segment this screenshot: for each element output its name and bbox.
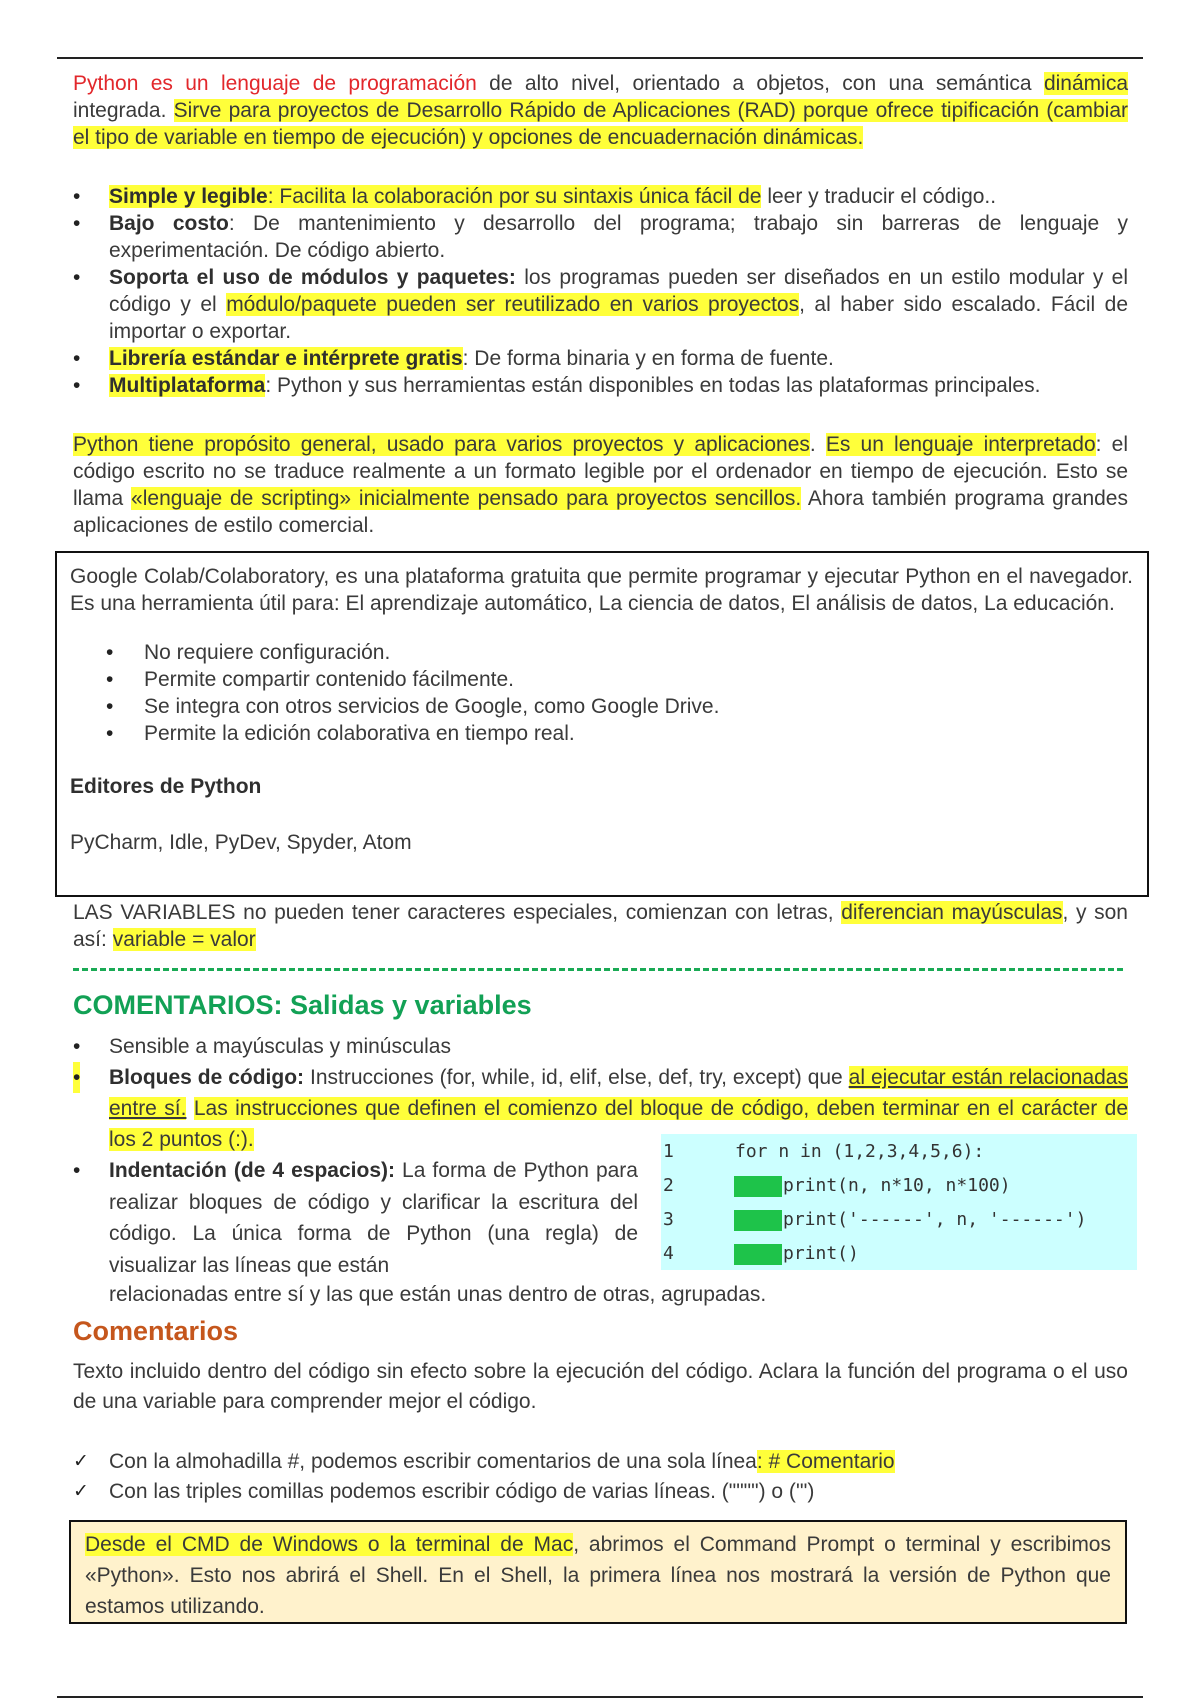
line-number: 3 (663, 1209, 674, 1230)
feature-text: , al haber sido escalado. Fácil de importar o exportar. (109, 293, 1129, 343)
check-list (73, 1447, 1128, 1507)
feature-text: : De forma binaria y en forma de fuente. (462, 347, 834, 370)
intro-paragraph (73, 70, 1128, 151)
code-text: print('------', n, '------') (783, 1209, 1087, 1230)
code-example (661, 1134, 1137, 1270)
bloques-underlined: al ejecutar están relacionadas entre sí. (109, 1066, 1128, 1120)
list-item: • Se integra con otros servicios de Google, como Google Drive. (70, 693, 1133, 720)
comentarios-description: Texto incluido dentro del código sin efecto sobre la ejecución del código. Aclara la función del programa o el uso de una variable para comprender mejor el código. (73, 1360, 1128, 1413)
general-purpose-paragraph (73, 431, 1128, 539)
code-text: print() (783, 1243, 859, 1264)
feature-text: : De mantenimiento y desarrollo del programa; trabajo sin barreras de lenguaje y experimentación. De código abierto. (109, 212, 1128, 262)
code-text: print(n, n*10, n*100) (783, 1175, 1011, 1196)
check-text: Con la almohadilla #, podemos escribir comentarios de una sola línea (109, 1450, 757, 1473)
feature-bold: Bajo costo (109, 212, 229, 235)
general-text: . (809, 433, 826, 456)
variables-highlight: variable = valor (112, 928, 256, 951)
bloques-bold: Bloques de código: (109, 1066, 305, 1089)
feature-text: leer y traducir el código.. (761, 185, 997, 208)
feature-highlight: Librería estándar e intérprete gratis (109, 347, 463, 370)
list-item (73, 1477, 1128, 1507)
line-number: 2 (663, 1175, 674, 1196)
general-text: Ahora también programa grandes aplicaciones de estilo comercial. (73, 487, 1128, 537)
general-highlight: Es un lenguaje interpretado (825, 433, 1096, 456)
code-line (661, 1202, 1137, 1236)
intro-highlight: dinámica (1043, 72, 1128, 95)
colab-description: Google Colab/Colaboratory, es una plataforma gratuita que permite programar y ejecutar Python en el navegador. Es una herramienta útil para: El aprendizaje automático, La ciencia de datos, El análisis de datos, La educación. (70, 565, 1133, 615)
list-item (73, 372, 1128, 399)
feature-text: los programas pueden ser diseñados en un estilo modular y el código y el (109, 266, 1129, 316)
variables-paragraph (73, 899, 1128, 953)
check-text: Con las triples comillas podemos escribir código de varias líneas. ("""") o ('") (109, 1480, 815, 1503)
code-text: for n in (1,2,3,4,5,6): (735, 1141, 985, 1162)
feature-highlight (109, 185, 761, 208)
general-highlight: «lenguaje de scripting» inicialmente pensado para proyectos sencillos. (131, 487, 802, 510)
feature-text: : Python y sus herramientas están disponibles en todas las plataformas principales. (265, 374, 1041, 397)
bloques-text (186, 1097, 193, 1120)
list-item: • Permite la edición colaborativa en tiempo real. (70, 720, 1133, 747)
top-rule (57, 57, 1143, 59)
cmd-box (69, 1520, 1127, 1624)
intro-text: de alto nivel, orientado a objetos, con una semántica (476, 72, 1044, 95)
line-number: 4 (663, 1243, 674, 1264)
editors-title: Editores de Python (70, 775, 262, 798)
feature-text: : Facilita la colaboración por su sintaxis única fácil de (267, 185, 762, 208)
intro-red-text: Python es un lenguaje de programación (73, 72, 477, 95)
colab-feature-list (70, 639, 1133, 747)
indent-marker (734, 1244, 782, 1265)
feature-list (73, 183, 1128, 399)
comentarios-subheading: Comentarios (73, 1316, 239, 1346)
variables-text: LAS VARIABLES no pueden tener caracteres especiales, comienzan con letras, (73, 901, 842, 924)
editors-list: PyCharm, Idle, PyDev, Spyder, Atom (70, 831, 412, 854)
intro-text: integrada. (73, 99, 174, 122)
line-number: 1 (663, 1141, 674, 1162)
comentarios-heading: COMENTARIOS: Salidas y variables (73, 990, 532, 1020)
list-item: • No requiere configuración. (70, 639, 1133, 666)
indentacion-text: La forma de Python para realizar bloques de código y clarificar la escritura del código. La única forma de Python (una regla) de visualizar las líneas que están (109, 1159, 638, 1277)
colab-box (55, 551, 1149, 897)
list-item (73, 264, 1128, 345)
feature-highlight: Multiplataforma (109, 374, 266, 397)
code-line (661, 1134, 1137, 1168)
intro-highlight: Sirve para proyectos de Desarrollo Rápido de Aplicaciones (RAD) porque ofrece tipificación (cambiar el tipo de variable en tiempo de ejecución) y opciones de encuadernación dinámicas. (73, 99, 1128, 149)
feature-bold: Simple y legible (109, 185, 268, 208)
list-item (73, 210, 1128, 264)
check-highlight: : # Comentario (756, 1450, 895, 1473)
indentacion-tail: relacionadas entre sí y las que están unas dentro de otras, agrupadas. (109, 1283, 767, 1306)
general-highlight: Python tiene propósito general, usado para varios proyectos y aplicaciones (73, 433, 810, 456)
indentacion-paragraph (73, 1155, 638, 1281)
feature-highlight: módulo/paquete pueden ser reutilizado en varios proyectos (226, 293, 800, 316)
list-item: • Permite compartir contenido fácilmente. (70, 666, 1133, 693)
variables-highlight: diferencian mayúsculas (841, 901, 1063, 924)
cmd-text: , abrimos el Command Prompt o terminal y escribimos «Python». Esto nos abrirá el Shell. En el Shell, la primera línea nos mostrará la versión de Python que estamos utilizando. (85, 1533, 1111, 1618)
feature-bold: Soporta el uso de módulos y paquetes: (109, 266, 516, 289)
code-line (661, 1168, 1137, 1202)
general-text: : el código escrito no se traduce realmente a un formato legible por el ordenador en tiempo de ejecución. Esto se llama (73, 433, 1128, 510)
list-item: • Sensible a mayúsculas y minúsculas (73, 1031, 1128, 1062)
section-divider (73, 968, 1123, 971)
bloques-text: Instrucciones (for, while, id, elif, else, def, try, except) que (304, 1066, 849, 1089)
list-item (73, 1447, 1128, 1477)
indent-marker (734, 1176, 782, 1197)
bullet-icon: • (73, 1159, 81, 1182)
variables-text: , y son así: (73, 901, 1128, 951)
indent-marker (734, 1210, 782, 1231)
bottom-rule (57, 1696, 1143, 1698)
indentacion-bold: Indentación (de 4 espacios): (109, 1159, 395, 1182)
code-line (661, 1236, 1137, 1270)
cmd-highlight: Desde el CMD de Windows o la terminal de Mac (85, 1533, 574, 1556)
list-item (73, 183, 1128, 210)
list-item (73, 345, 1128, 372)
bloques-highlight: Las instrucciones que definen el comienzo del bloque de código, deben terminar en el carácter de los 2 puntos (:). (109, 1097, 1128, 1151)
